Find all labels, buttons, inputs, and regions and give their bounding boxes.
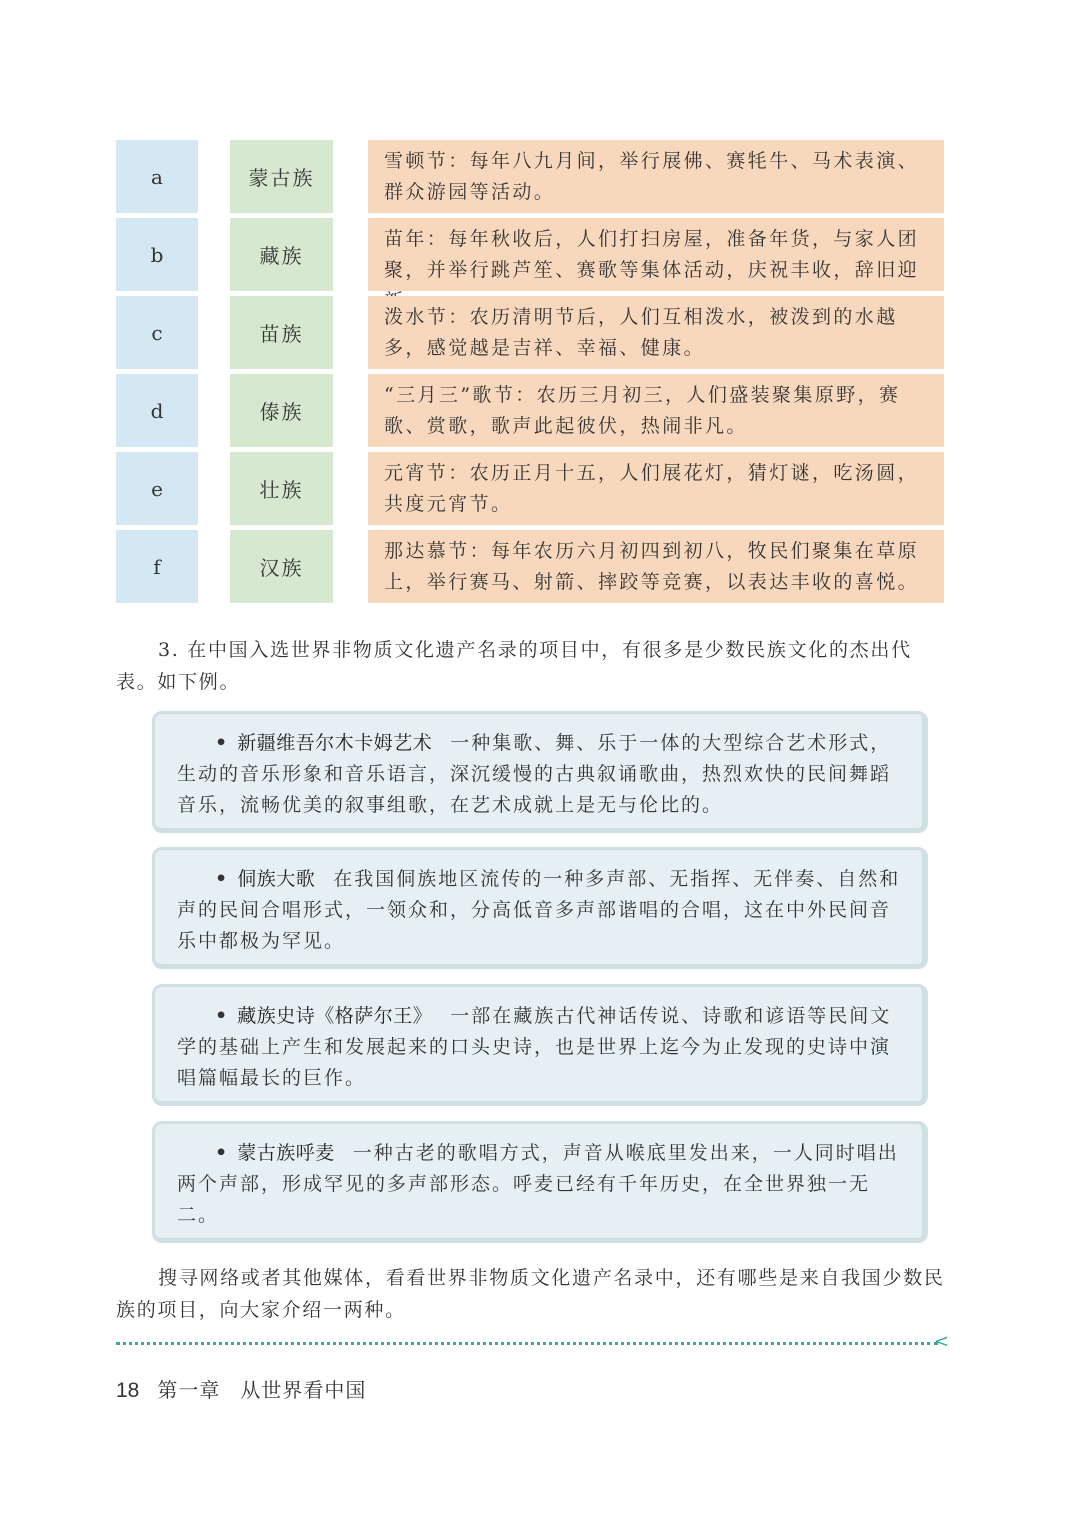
matching-row	[116, 530, 944, 603]
matching-row	[116, 452, 944, 525]
bullet-icon: •	[215, 732, 230, 754]
example-title: 藏族史诗《格萨尔王》	[237, 1005, 433, 1027]
letter-cell: d	[116, 374, 198, 447]
ethnic-group-cell: 傣族	[230, 374, 333, 447]
letter-cell: b	[116, 218, 198, 291]
chapter-title: 从世界看中国	[240, 1378, 367, 1402]
festival-cell: 元宵节：农历正月十五，人们展花灯，猜灯谜，吃汤圆，共度元宵节。	[368, 452, 944, 525]
bullet-icon: •	[215, 1005, 230, 1027]
example-card	[152, 1121, 928, 1243]
matching-table	[116, 140, 944, 608]
page-footer	[116, 1374, 366, 1403]
example-text: 一种古老的歌唱方式，声音从喉底里发出来，一人同时唱出两个声部，形成罕见的多声部形态。呼麦已经有千年历史，在全世界独一无二。	[177, 1142, 899, 1226]
example-text: 一种集歌、舞、乐于一体的大型综合艺术形式，生动的音乐形象和音乐语言，深沉缓慢的古典叙诵歌曲，热烈欢快的民间舞蹈音乐，流畅优美的叙事组歌，在艺术成就上是无与伦比的。	[177, 732, 892, 816]
letter-cell: f	[116, 530, 198, 603]
chevron-left-icon: <	[934, 1331, 950, 1352]
example-title: 新疆维吾尔木卡姆艺术	[237, 732, 433, 754]
festival-cell: 那达慕节：每年农历六月初四到初八，牧民们聚集在草原上，举行赛马、射箭、摔跤等竞赛，以表达丰收的喜悦。	[368, 530, 944, 603]
dotted-divider	[116, 1342, 938, 1345]
festival-cell: 泼水节：农历清明节后，人们互相泼水，被泼到的水越多，感觉越是吉祥、幸福、健康。	[368, 296, 944, 369]
example-title: 蒙古族呼麦	[237, 1142, 335, 1164]
ethnic-group-cell: 壮族	[230, 452, 333, 525]
example-text: 一部在藏族古代神话传说、诗歌和谚语等民间文学的基础上产生和发展起来的口头史诗，也是世界上迄今为止发现的史诗中演唱篇幅最长的巨作。	[177, 1005, 892, 1089]
bullet-icon: •	[215, 868, 230, 890]
letter-cell: c	[116, 296, 198, 369]
letter-cell: e	[116, 452, 198, 525]
page-number: 18	[116, 1379, 140, 1402]
ethnic-group-cell: 藏族	[230, 218, 333, 291]
example-text: 在我国侗族地区流传的一种多声部、无指挥、无伴奏、自然和声的民间合唱形式，一领众和，分高低音多声部谐唱的合唱，这在中外民间音乐中都极为罕见。	[177, 868, 901, 952]
matching-row	[116, 296, 944, 369]
intro-paragraph: 3. 在中国入选世界非物质文化遗产名录的项目中，有很多是少数民族文化的杰出代表。如下例。	[116, 639, 912, 693]
example-card	[152, 984, 928, 1106]
example-card	[152, 711, 928, 833]
festival-cell: “三月三”歌节：农历三月初三，人们盛装聚集原野，赛歌、赏歌，歌声此起彼伏，热闹非凡。	[368, 374, 944, 447]
matching-row	[116, 140, 944, 213]
ethnic-group-cell: 汉族	[230, 530, 333, 603]
matching-row	[116, 218, 944, 291]
example-title: 侗族大歌	[237, 868, 316, 890]
letter-cell: a	[116, 140, 198, 213]
festival-cell: 苗年：每年秋收后，人们打扫房屋，准备年货，与家人团聚，并举行跳芦笙、赛歌等集体活动，庆祝丰收，辞旧迎	[368, 218, 944, 291]
bullet-icon: •	[215, 1142, 230, 1164]
ethnic-group-cell: 苗族	[230, 296, 333, 369]
ethnic-group-cell: 蒙古族	[230, 140, 333, 213]
example-card	[152, 847, 928, 969]
festival-cell: 雪顿节：每年八九月间，举行展佛、赛牦牛、马术表演、群众游园等活动。	[368, 140, 944, 213]
activity-paragraph: 搜寻网络或者其他媒体，看看世界非物质文化遗产名录中，还有哪些是来自我国少数民族的项目，向大家介绍一两种。	[116, 1267, 945, 1321]
matching-row	[116, 374, 944, 447]
chapter-label: 第一章	[157, 1378, 221, 1402]
